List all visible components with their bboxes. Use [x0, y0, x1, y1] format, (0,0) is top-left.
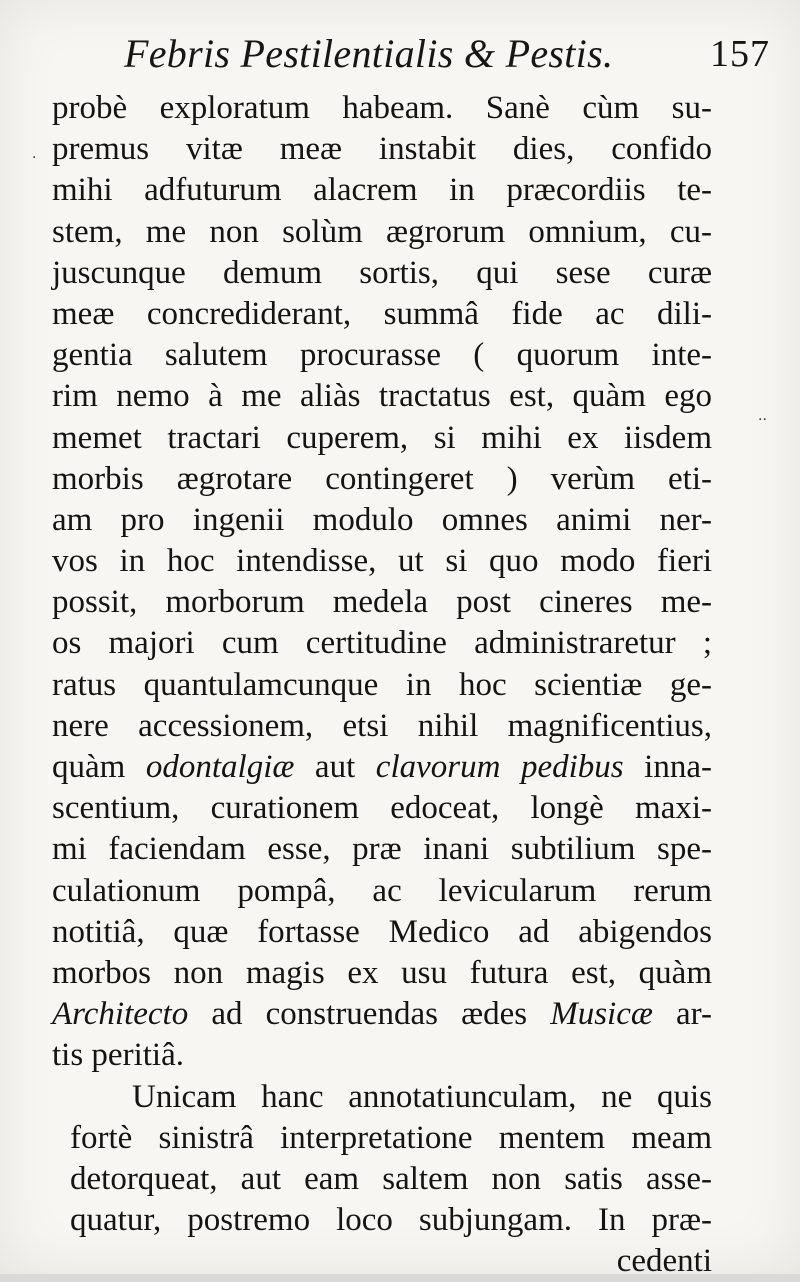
- text-line: os majori cum certitudine administraretur ;: [52, 623, 712, 664]
- text-line: meæ concrediderant, summâ fide ac dili-: [52, 294, 712, 335]
- text-line: possit, morborum medela post cineres me-: [52, 582, 712, 623]
- text-line: premus vitæ meæ instabit dies, confido: [52, 129, 712, 170]
- text-line: gentia salutem procurasse ( quorum inte-: [52, 335, 712, 376]
- page-header: [110, 30, 780, 86]
- text-line: juscunque demum sortis, qui sese curæ: [52, 253, 712, 294]
- text-line-with-italics: [52, 994, 712, 1035]
- italic-term: odontalgiæ: [146, 749, 295, 785]
- paragraph-2: [70, 1077, 712, 1282]
- ink-speck: ·: [32, 150, 36, 166]
- catchword: cedenti: [70, 1241, 712, 1282]
- text-line: am pro ingenii modulo omnes animi ner-: [52, 500, 712, 541]
- text-line: scentium, curationem edoceat, longè maxi-: [52, 788, 712, 829]
- text-segment: inna-: [624, 749, 712, 785]
- text-line: detorqueat, aut eam saltem non satis asse-: [70, 1159, 712, 1200]
- text-line: stem, me non solùm ægrorum omnium, cu-: [52, 212, 712, 253]
- text-line: memet tractari cuperem, si mihi ex iisdem: [52, 418, 712, 459]
- italic-term: Musicæ: [550, 996, 653, 1032]
- text-line-with-italics: [52, 747, 712, 788]
- text-segment: ar-: [653, 996, 712, 1032]
- text-line: vos in hoc intendisse, ut si quo modo fieri: [52, 541, 712, 582]
- text-line: quatur, postremo loco subjungam. In præ-: [70, 1200, 712, 1241]
- italic-term: Architecto: [52, 996, 188, 1032]
- text-segment: quàm: [52, 749, 146, 785]
- body-text: [52, 88, 712, 1282]
- text-line: nere accessionem, etsi nihil magnificentius,: [52, 706, 712, 747]
- text-line: fortè sinistrâ interpretatione mentem meam: [70, 1118, 712, 1159]
- running-head: Febris Pestilentialis & Pestis.: [124, 30, 613, 77]
- text-line: notitiâ, quæ fortasse Medico ad abigendos: [52, 912, 712, 953]
- text-segment: aut: [294, 749, 375, 785]
- ink-speck: ··: [758, 412, 767, 428]
- text-line: mi faciendam esse, præ inani subtilium spe-: [52, 829, 712, 870]
- text-line: culationum pompâ, ac levicularum rerum: [52, 871, 712, 912]
- paragraph-end-line: tis peritiâ.: [52, 1035, 712, 1076]
- text-segment: ad construendas ædes: [188, 996, 550, 1032]
- page-number: 157: [710, 32, 770, 76]
- text-line: Unicam hanc annotatiunculam, ne quis: [70, 1077, 712, 1118]
- text-line: ratus quantulamcunque in hoc scientiæ ge-: [52, 665, 712, 706]
- text-line: morbos non magis ex usu futura est, quàm: [52, 953, 712, 994]
- text-line: mihi adfuturum alacrem in præcordiis te-: [52, 170, 712, 211]
- text-line: probè exploratum habeam. Sanè cùm su-: [52, 88, 712, 129]
- italic-term: clavorum pedibus: [376, 749, 624, 785]
- text-line: morbis ægrotare contingeret ) verùm eti-: [52, 459, 712, 500]
- text-line: rim nemo à me aliàs tractatus est, quàm ego: [52, 376, 712, 417]
